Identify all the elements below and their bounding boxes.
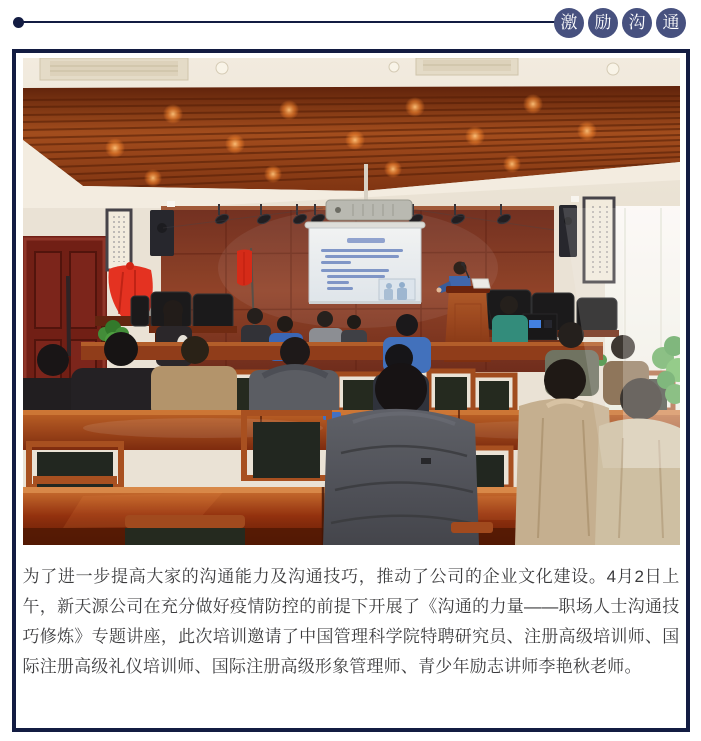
badge-char: 沟 (622, 8, 652, 38)
badge-char: 励 (588, 8, 618, 38)
header-badge (554, 8, 686, 38)
badge-char: 激 (554, 8, 584, 38)
article-paragraph: 为了进一步提高大家的沟通能力及沟通技巧，推动了公司的企业文化建设。4月2日上午，新天源公司在充分做好疫情防控的前提下开展了《沟通的力量——职场人士沟通技巧修炼》专题讲座，此次培训邀请了中国管理科学院特聘研究员、注册高级培训师、国际注册高级礼仪培训师、国际注册高级形象管理师、青少年励志讲师李艳秋老师。 (22, 567, 680, 676)
header-line (18, 21, 555, 23)
training-photo[interactable] (23, 58, 680, 545)
conference-room-illustration (23, 58, 680, 545)
article-card (12, 49, 690, 732)
badge-char: 通 (656, 8, 686, 38)
